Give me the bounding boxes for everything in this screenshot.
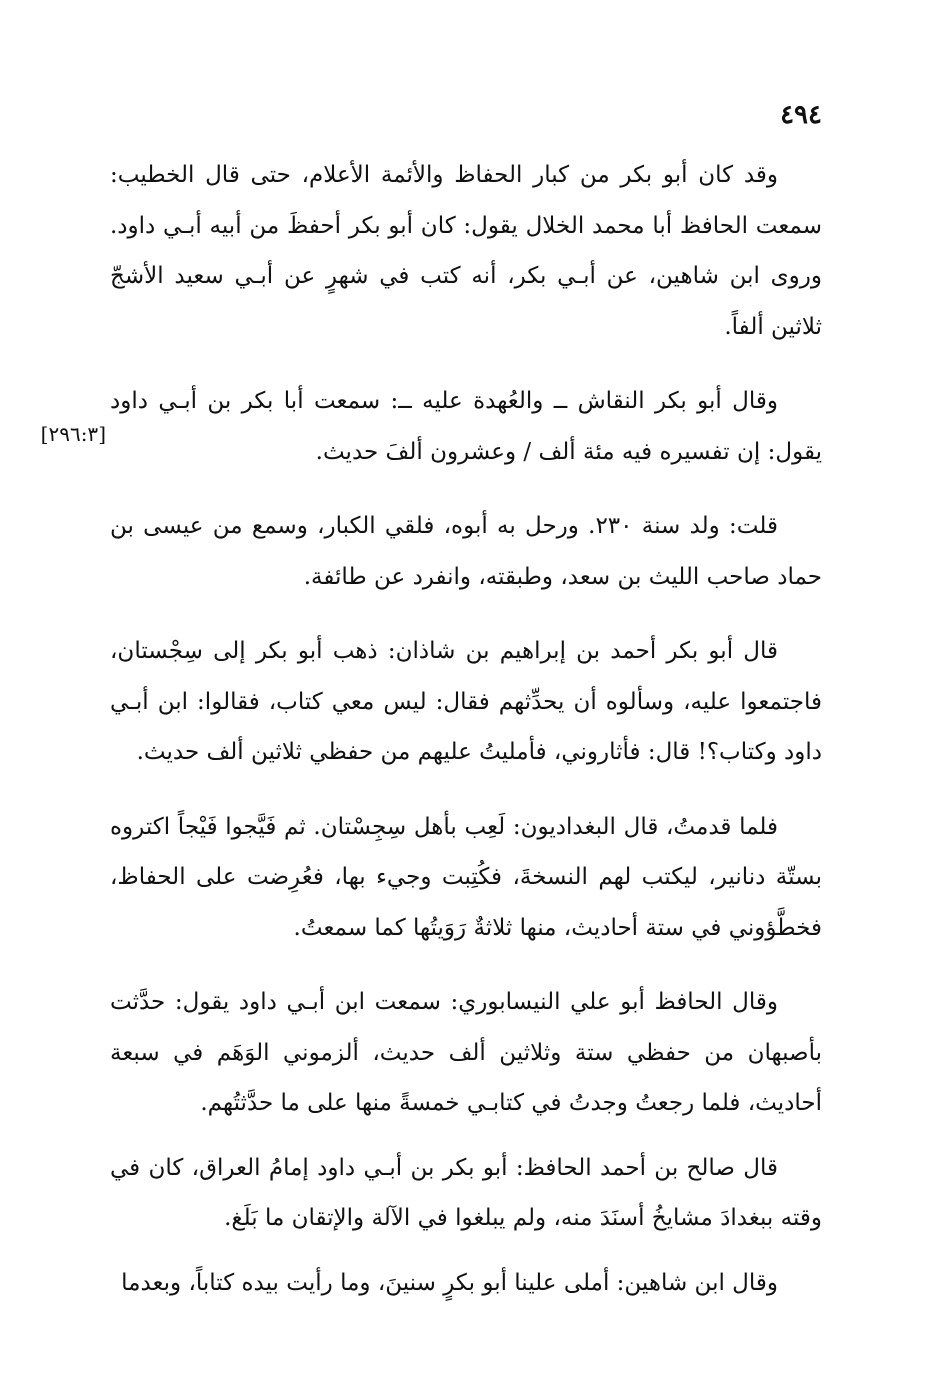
margin-reference-note: [٢٩٦:٣] xyxy=(40,422,106,446)
paragraph-1: وقد كان أبو بكر من كبار الحفاظ والأئمة الأعلام، حتى قال الخطيب: سمعت الحافظ أبا محمد الخلال يقول: كان أبو بكر أحفظَ من أبيه أبـي داود. وروى ابن شاهين، عن أبـي بكر، أنه كتب في شهرٍ عن أبـي سعيد الأشجّ ثلاثين ألفاً. xyxy=(110,162,823,340)
page-number: ٤٩٤ xyxy=(780,100,822,130)
paragraph-4: قال أبو بكر أحمد بن إبراهيم بن شاذان: ذهب أبو بكر إلى سِجْستان، فاجتمعوا عليه، وسألوه أن يحدِّثهم فقال: ليس معي كتاب، فقالوا: ابن أبـي داود وكتاب؟! قال: فأثاروني، فأمليتُ عليهم من حفظي ثلاثين ألف حديث. xyxy=(110,638,822,765)
paragraph-6: وقال الحافظ أبو علي النيسابوري: سمعت ابن أبـي داود يقول: حدَّثت بأصبهان من حفظي ستة وثلاثين ألف حديث، ألزموني الوَهَم في سبعة أحاديث، فلما رجعتُ وجدتُ في كتابـي خمسةً منها على ما حدَّثتُهم. xyxy=(110,989,822,1116)
paragraph-7: قال صالح بن أحمد الحافظ: أبو بكر بن أبـي داود إمامُ العراق، كان في وقته ببغدادَ مشايخُ أسنَدَ منه، ولم يبلغوا في الآلة والإتقان ما بَلَغ. xyxy=(110,1154,822,1231)
page-body xyxy=(110,150,822,1332)
paragraph-5: فلما قدمتُ، قال البغداديون: لَعِب بأهل سِجِسْتان. ثم فَيَّجوا فَيْجاً اكتروه بستّة دنانير، ليكتب لهم النسخةَ، فكُتِبت وجيء بها، فعُرِضت على الحفاظ، فخطَّؤوني في ستة أحاديث، منها ثلاثةٌ رَوَيتُها كما سمعتُ. xyxy=(110,813,822,941)
paragraph-3: قلت: ولد سنة ٢٣٠. ورحل به أبوه، فلقي الكبار، وسمع من عيسى بن حماد صاحب الليث بن سعد، وطبقته، وانفرد عن طائفة. xyxy=(110,513,822,590)
paragraph-2: وقال أبو بكر النقاش ــ والعُهدة عليه ــ: سمعت أبا بكر بن أبـي داود يقول: إن تفسيره فيه مئة ألف / وعشرون ألفَ حديث. xyxy=(110,388,822,465)
paragraph-8: وقال ابن شاهين: أملى علينا أبو بكرٍ سنينَ، وما رأيت بيده كتاباً، وبعدما xyxy=(121,1269,778,1296)
